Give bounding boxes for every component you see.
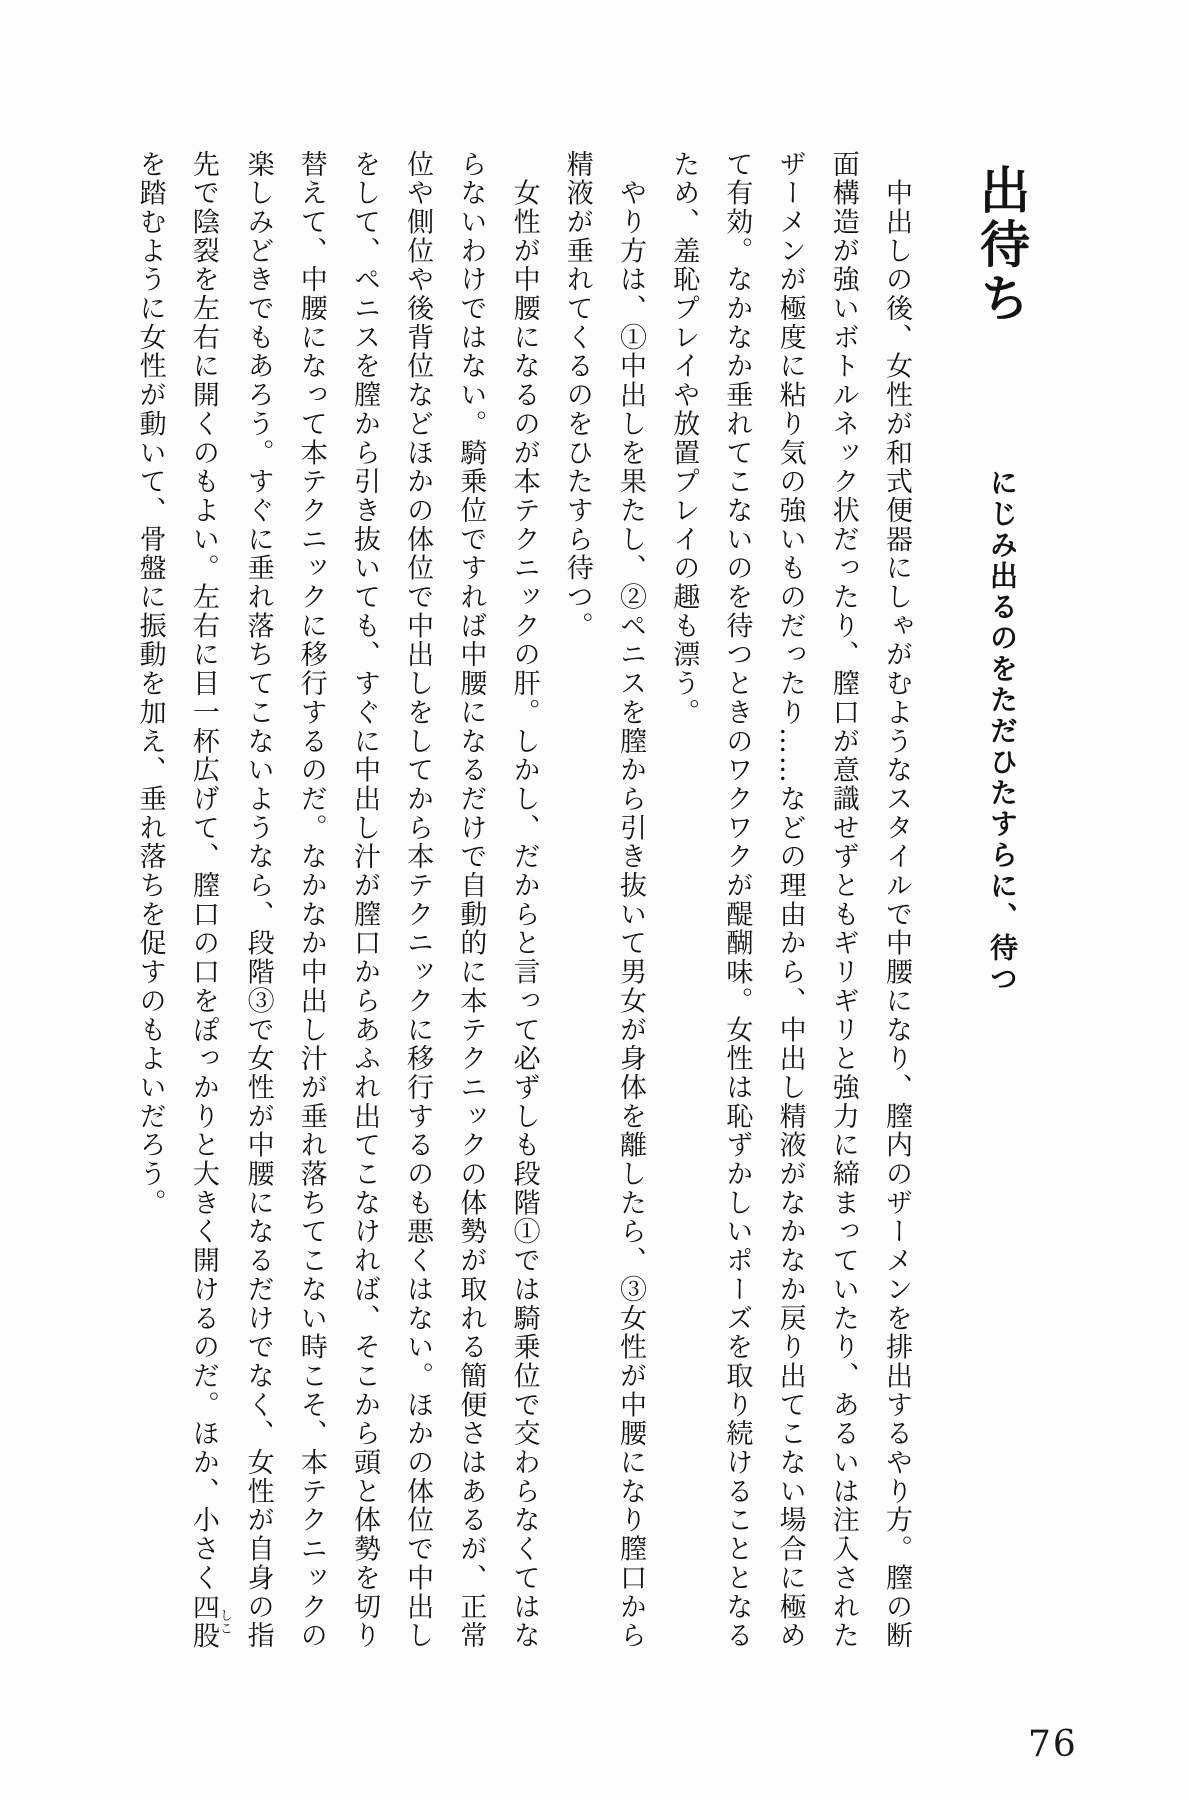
text-column: 楽しみどきでもあろう。すぐに垂れ落ちてこないようなら、段階③で女性が中腰になるだけでなく、女性が自身の指: [242, 150, 274, 1651]
text-column: て有効。なかなか垂れてこないのを待つときのワクワクが醍醐味。女性は恥ずかしいポーズを取り続けることとなる: [721, 150, 753, 1651]
text-column: をして、ペニスを膣から引き抜いても、すぐに中出し汁が膣口からあふれ出てこなければ、そこから頭と体勢を切り: [348, 150, 380, 1651]
ruby-annotation: [187, 1592, 232, 1651]
body-text: [123, 150, 923, 1665]
text-column: ため、羞恥プレイや放置プレイの趣も漂う。: [668, 150, 700, 727]
text-column: 精液が垂れてくるのをひたすら待つ。: [561, 150, 593, 641]
ruby-base: 四股: [187, 1592, 219, 1651]
page-subtitle: にじみ出るのをただひたすらに、待つ: [986, 468, 1019, 995]
text-column: を踏むように女性が動いて、骨盤に振動を加え、垂れ落ちを促すのもよいだろう。: [134, 150, 166, 1218]
text-column: らないわけではない。騎乗位ですれば中腰になるだけで自動的に本テクニックの体勢が取れる簡便さはあるが、正常: [455, 150, 487, 1651]
text-column: 替えて、中腰になって本テクニックに移行するのだ。なかなか中出し汁が垂れ落ちてこない時こそ、本テクニックの: [295, 150, 327, 1651]
page-number: 76: [1028, 1724, 1078, 1765]
text-run: 先で陰裂を左右に開くのもよい。左右に目一杯広げて、膣口の口をぽっかりと大きく開けるのだ。ほか、小さく: [187, 150, 219, 1593]
page-title: 出待ち: [972, 164, 1031, 326]
text-column: 女性が中腰になるのが本テクニックの肝。しかし、だからと言って必ずしも段階①では騎乗位で交わらなくてはな: [508, 150, 540, 1651]
text-column: 中出しの後、女性が和式便器にしゃがむようなスタイルで中腰になり、膣内のザーメンを排出するやり方。膣の断: [881, 150, 912, 1651]
text-column: 位や側位や後背位などほかの体位で中出しをしてから本テクニックに移行するのも悪くはない。ほかの体位で中出し: [402, 150, 434, 1651]
text-column: 面構造が強いボトルネック状だったり、膣口が意識せずともギリギリと強力に締まっていたり、あるいは注入された: [827, 150, 859, 1651]
text-column: ザーメンが極度に粘り気の強いものだったり……などの理由から、中出し精液がなかなか戻り出てこない場合に極め: [774, 150, 806, 1651]
text-column-with-ruby: [177, 150, 232, 1665]
text-column: やり方は、①中出しを果たし、②ペニスを膣から引き抜いて男女が身体を離したら、③女性が中腰になり膣口から: [614, 150, 646, 1651]
ruby-text: しこ: [216, 1592, 232, 1651]
